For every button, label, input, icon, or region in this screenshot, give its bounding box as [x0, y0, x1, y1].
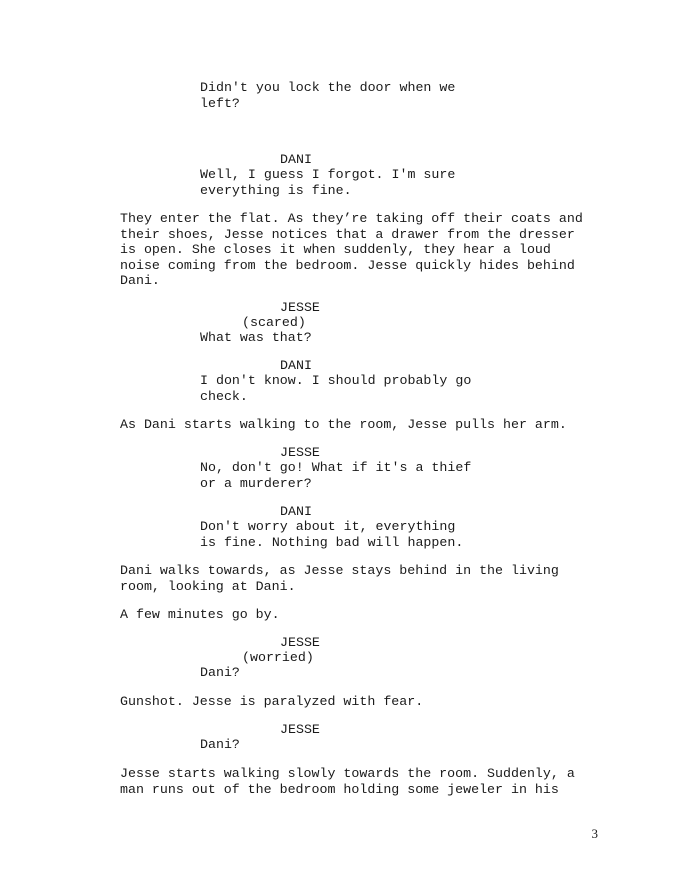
dialogue-line: Dani? — [200, 665, 240, 680]
dialogue-block — [200, 330, 312, 346]
action-block — [120, 211, 583, 289]
action-block — [120, 563, 559, 594]
action-block — [120, 607, 280, 623]
dialogue-block — [200, 167, 455, 198]
action-line: Dani walks towards, as Jesse stays behind in the living — [120, 563, 559, 578]
action-line: room, looking at Dani. — [120, 578, 296, 594]
dialogue-line: everything is fine. — [200, 182, 352, 198]
dialogue-block — [200, 460, 471, 491]
action-block — [120, 766, 575, 797]
action-block — [120, 417, 567, 433]
parenthetical: (scared) — [242, 315, 306, 330]
dialogue-block — [200, 373, 471, 404]
dialogue-line: No, don't go! What if it's a thief — [200, 460, 472, 475]
character-name: JESSE — [280, 300, 320, 315]
action-line: is open. She closes it when suddenly, they hear a loud — [120, 242, 551, 258]
action-line: noise coming from the bedroom. Jesse quickly hides behind — [120, 257, 575, 273]
action-line: A few minutes go by. — [120, 607, 280, 622]
action-line: man runs out of the bedroom holding some jeweler in his — [120, 781, 559, 797]
dialogue-line: What was that? — [200, 330, 312, 345]
dialogue-block — [200, 80, 455, 111]
character-name: JESSE — [280, 445, 320, 460]
dialogue-line: left? — [200, 95, 240, 111]
action-line: their shoes, Jesse notices that a drawer from the dresser — [120, 226, 575, 242]
character-name: JESSE — [280, 722, 320, 737]
dialogue-line: I don't know. I should probably go — [200, 373, 472, 388]
action-block — [120, 694, 423, 710]
character-name: DANI — [280, 504, 312, 519]
character-name: DANI — [280, 152, 312, 167]
parenthetical: (worried) — [242, 650, 314, 665]
dialogue-line: Well, I guess I forgot. I'm sure — [200, 167, 456, 182]
dialogue-line: is fine. Nothing bad will happen. — [200, 534, 464, 550]
character-name: JESSE — [280, 635, 320, 650]
dialogue-block — [200, 737, 240, 753]
action-line: Gunshot. Jesse is paralyzed with fear. — [120, 694, 424, 709]
action-line: Dani. — [120, 273, 160, 289]
dialogue-line: check. — [200, 388, 248, 404]
dialogue-line: Dani? — [200, 737, 240, 752]
dialogue-block — [200, 519, 463, 550]
dialogue-line: or a murderer? — [200, 475, 312, 491]
action-line: They enter the flat. As they’re taking off their coats and — [120, 211, 583, 226]
action-line: Jesse starts walking slowly towards the room. Suddenly, a — [120, 766, 575, 781]
page-number: 3 — [591, 826, 598, 841]
character-name: DANI — [280, 358, 312, 373]
action-line: As Dani starts walking to the room, Jesse pulls her arm. — [120, 417, 567, 432]
dialogue-line: Don't worry about it, everything — [200, 519, 456, 534]
dialogue-line: Didn't you lock the door when we — [200, 80, 456, 95]
dialogue-block — [200, 665, 240, 681]
